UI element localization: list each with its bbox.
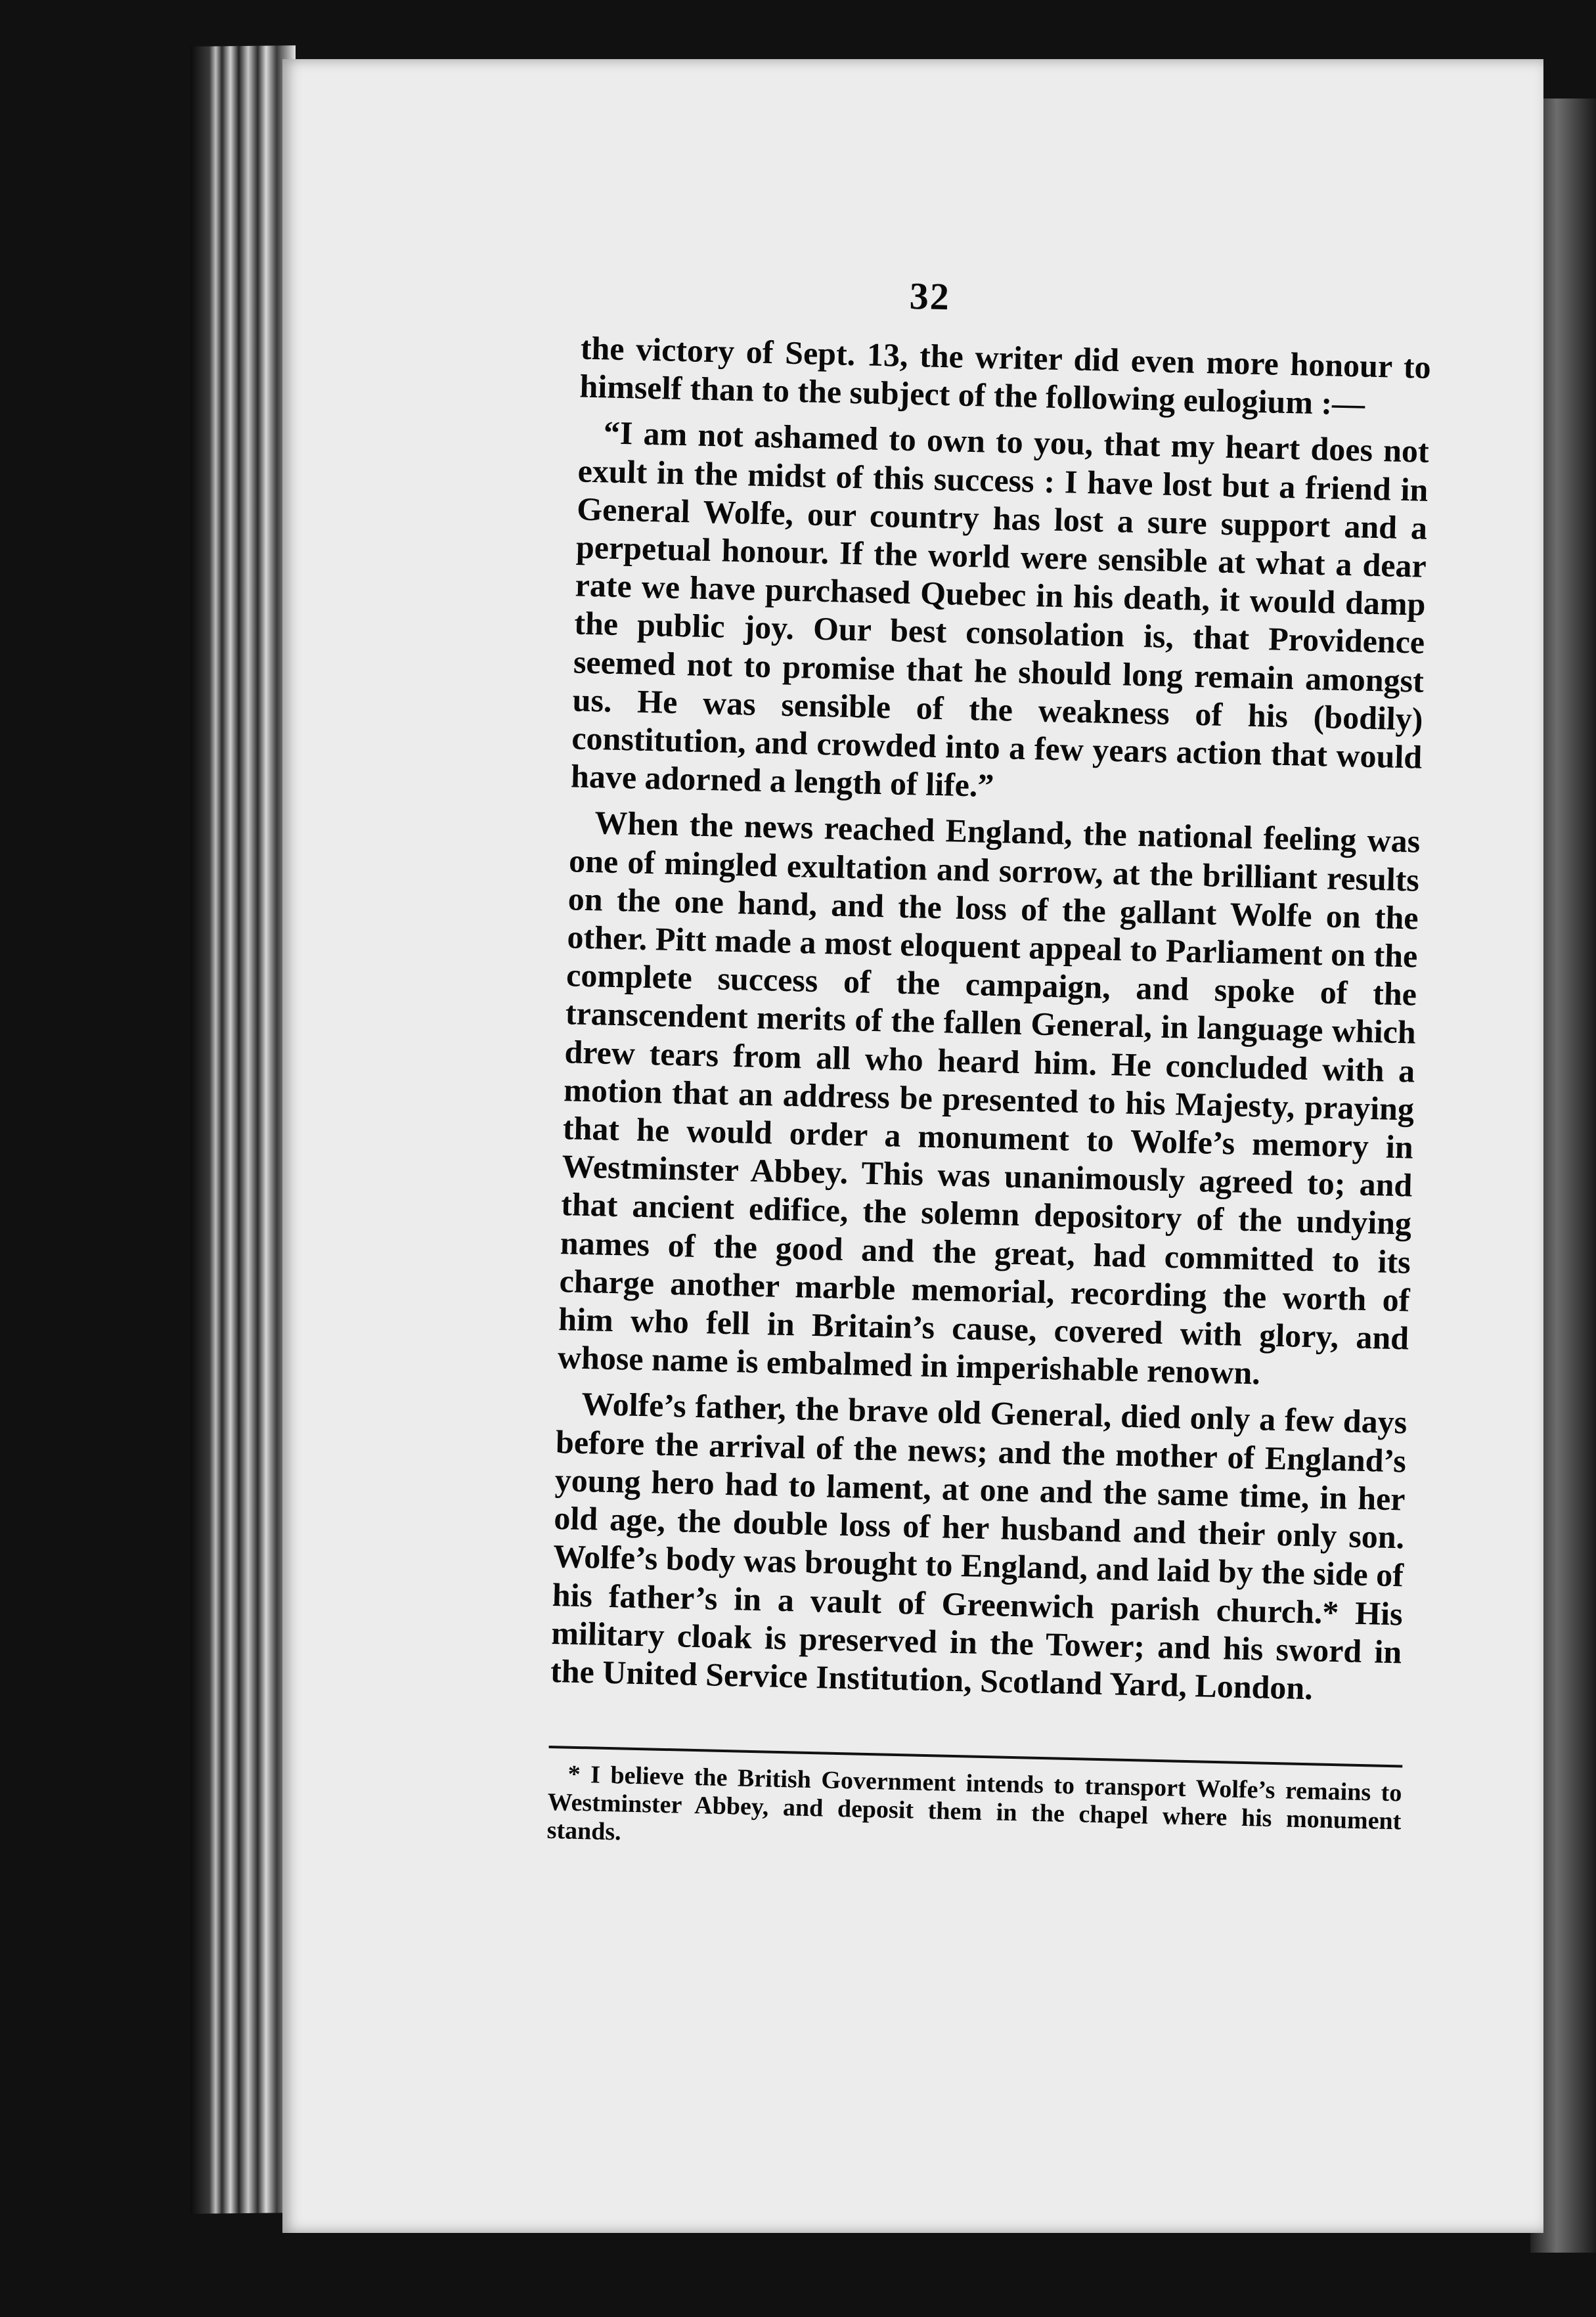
page-content bbox=[255, 47, 1566, 2249]
page-number: 32 bbox=[909, 274, 951, 319]
paragraph-quote: “I am not ashamed to own to you, that my heart does not exult in the midst of this success : I have lost but a friend in General Wolfe, our country has lost a sure support and a perpetual honour. If the world were sensible at what a dear rate we have purchased Quebec in his death, it would damp the public joy. Our best consolation is, that Providence seemed not to promise that he should long remain amongst us. He was sensible of the weakness of his (bodily) constitution, and crowded into a few years action that would have adorned a length of life.” bbox=[570, 414, 1430, 805]
paragraph-3: When the news reached England, the national feeling was one of mingled exultation and sorrow, at the brilliant results on the one hand, and the loss of the gallant Wolfe on the other. Pitt made a most eloquent appeal to Parliament on the complete success of the campaign, and spoke of the transcendent merits of the fallen General, in language which drew tears from all who heard him. He concluded with a motion that an address be presented to his Majesty, praying that he would order a monument to Wolfe’s memory in Westminster Abbey. This was unanimously agreed to; and that ancient edifice, the solemn depository of the undying names of the good and the great, had committed to its charge another marble memorial, recording the worth of him who fell in Britain’s cause, covered with glory, and whose name is embalmed in imperishable renown. bbox=[557, 804, 1421, 1392]
body-text bbox=[550, 329, 1431, 1717]
book-page bbox=[282, 59, 1543, 2233]
footnote-text: * I believe the British Government intends to transport Wolfe’s remains to Westminster Abbey, and deposit them in the chapel where his monument stands. bbox=[546, 1760, 1402, 1846]
paragraph-1: the victory of Sept. 13, the writer did even more honour to himself than to the subject of the following eulogium :— bbox=[579, 329, 1432, 422]
paragraph-4: Wolfe’s father, the brave old General, died only a few days before the arrival of the news; and the mother of England’s young hero had to lament, at one and the same time, in her old age, the double loss of her husband and their only son. Wolfe’s body was brought to England, and laid by the side of his father’s in a vault of Greenwich parish church.* His military cloak is preserved in the Tower; and his sword in the United Service Institution, Scotland Yard, London. bbox=[550, 1385, 1408, 1707]
footnote bbox=[546, 1760, 1402, 1864]
